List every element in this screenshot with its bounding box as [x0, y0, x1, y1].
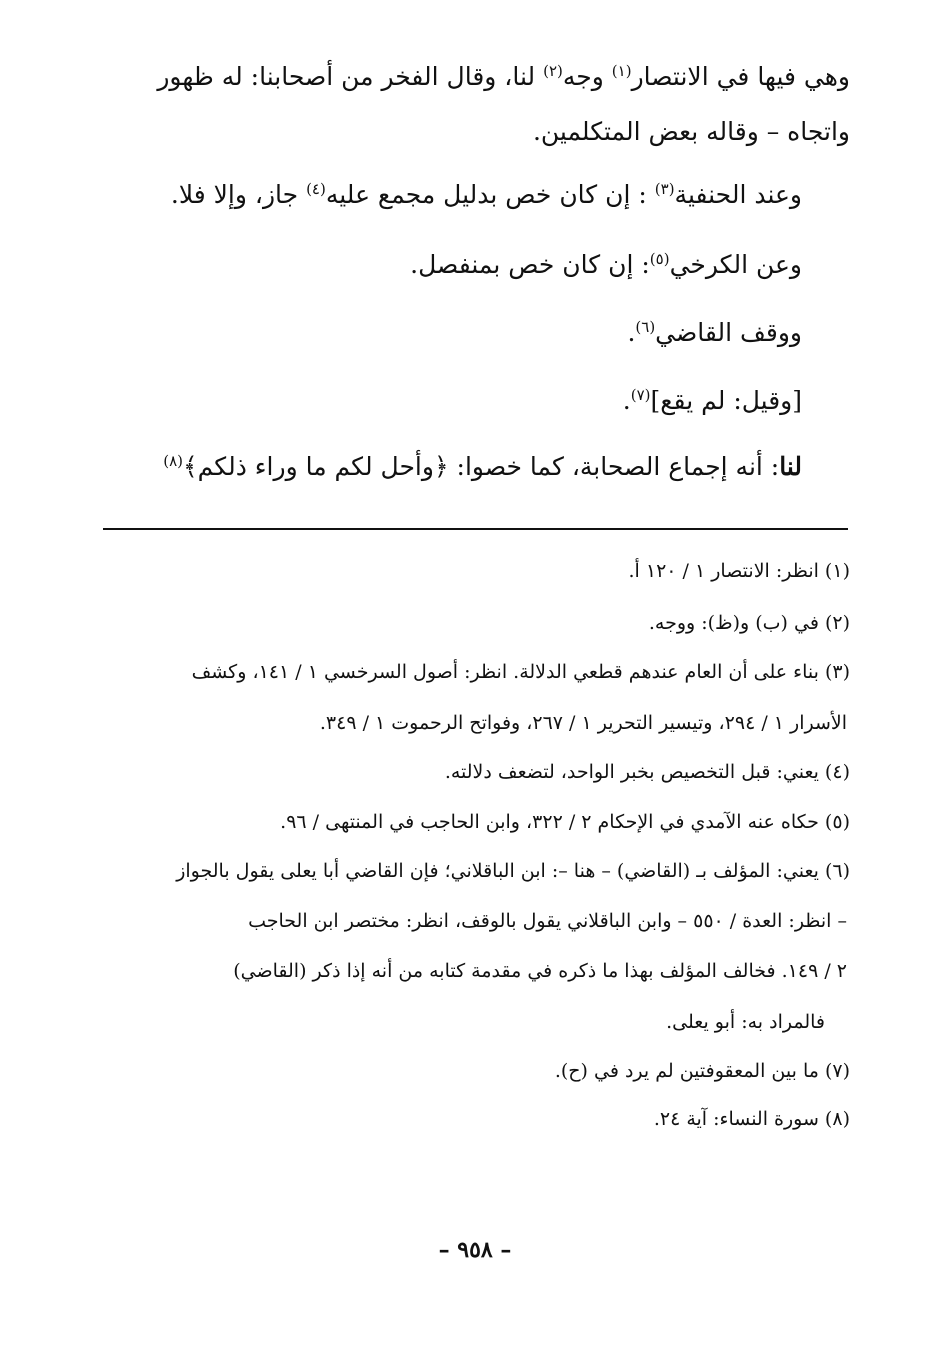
paragraph-2 — [171, 180, 802, 209]
footnote-ref-4: (٤) — [306, 180, 326, 198]
footnote-6-line-1: (٦) يعني: المؤلف بـ (القاضي) – هنا –: ابن الباقلاني؛ فإن القاضي أبا يعلى يقول بالجواز — [176, 860, 850, 882]
paragraph-3 — [410, 250, 802, 279]
footnote-6-line-2: – انظر: العدة / ٥٥٠ – وابن الباقلاني يقول بالوقف، انظر: مختصر ابن الحاجب — [248, 910, 847, 932]
footnote-3-line-1: (٣) بناء على أن العام عندهم قطعي الدلالة. انظر: أصول السرخسي ١ / ١٤١، وكشف — [191, 661, 850, 683]
footnote-ref-7: (٧) — [630, 386, 651, 404]
footnote-ref-6: (٦) — [635, 318, 656, 336]
text-run: ووقف القاضي — [655, 318, 802, 347]
footnote-8: (٨) سورة النساء: آية ٢٤. — [653, 1108, 850, 1130]
footnote-separator — [103, 528, 848, 530]
text-run: [وقيل: لم يقع] — [650, 386, 802, 415]
paragraph-4 — [627, 318, 802, 347]
footnote-1: (١) انظر: الانتصار ١ / ١٢٠ أ. — [628, 560, 850, 582]
text-run: جاز، وإلا فلا. — [170, 180, 307, 209]
footnote-2: (٢) في (ب) و(ظ): ووجه. — [648, 612, 850, 634]
page-number: – ٩٥٨ – — [438, 1237, 512, 1263]
paragraph-1-line-2: واتجاه – وقاله بعض المتكلمين. — [532, 117, 850, 146]
footnote-ref-2: (٢) — [543, 62, 563, 80]
text-run: : إن كان خص بمنفصل. — [410, 250, 650, 279]
footnote-6-line-4: فالمراد به: أبو يعلى. — [666, 1011, 825, 1033]
text-run: وعند الحنفية — [674, 180, 802, 209]
text-run: : أنه إجماع الصحابة، كما خصوا: ﴿وأحل لكم ما وراء ذلكم﴾ — [183, 452, 780, 481]
footnote-7: (٧) ما بين المعقوفتين لم يرد في (ح). — [554, 1060, 850, 1082]
footnote-ref-8: (٨) — [163, 452, 183, 470]
footnote-6-line-3: ٢ / ١٤٩. فخالف المؤلف بهذا ما ذكره في مقدمة كتابه من أنه إذا ذكر (القاضي) — [233, 960, 847, 982]
footnote-ref-3: (٣) — [654, 180, 675, 198]
footnote-ref-5: (٥) — [649, 250, 670, 268]
footnote-ref-1: (١) — [611, 62, 632, 80]
paragraph-5 — [623, 386, 802, 415]
text-run: : إن كان خص بدليل مجمع عليه — [325, 180, 655, 209]
text-run: وجه — [562, 62, 612, 91]
footnote-5: (٥) حكاه عنه الآمدي في الإحكام ٢ / ٣٢٢، وابن الحاجب في المنتهى / ٩٦. — [280, 811, 850, 833]
footnote-3-line-2: الأسرار ١ / ٢٩٤، وتيسير التحرير ١ / ٢٦٧، وفواتح الرحموت ١ / ٣٤٩. — [319, 712, 847, 734]
text-run: وعن الكرخي — [669, 250, 802, 279]
bold-lead: لنا — [779, 452, 802, 481]
text-run: لنا، وقال الفخر من أصحابنا: له ظهور — [157, 62, 544, 91]
text-run: . — [627, 318, 636, 347]
footnote-4: (٤) يعني: قبل التخصيص بخبر الواحد، لتضعف دلالته. — [444, 761, 850, 783]
text-run: . — [622, 386, 631, 415]
paragraph-6 — [163, 452, 802, 481]
paragraph-1-line-1 — [157, 62, 850, 91]
text-run: وهي فيها في الانتصار — [631, 62, 850, 91]
